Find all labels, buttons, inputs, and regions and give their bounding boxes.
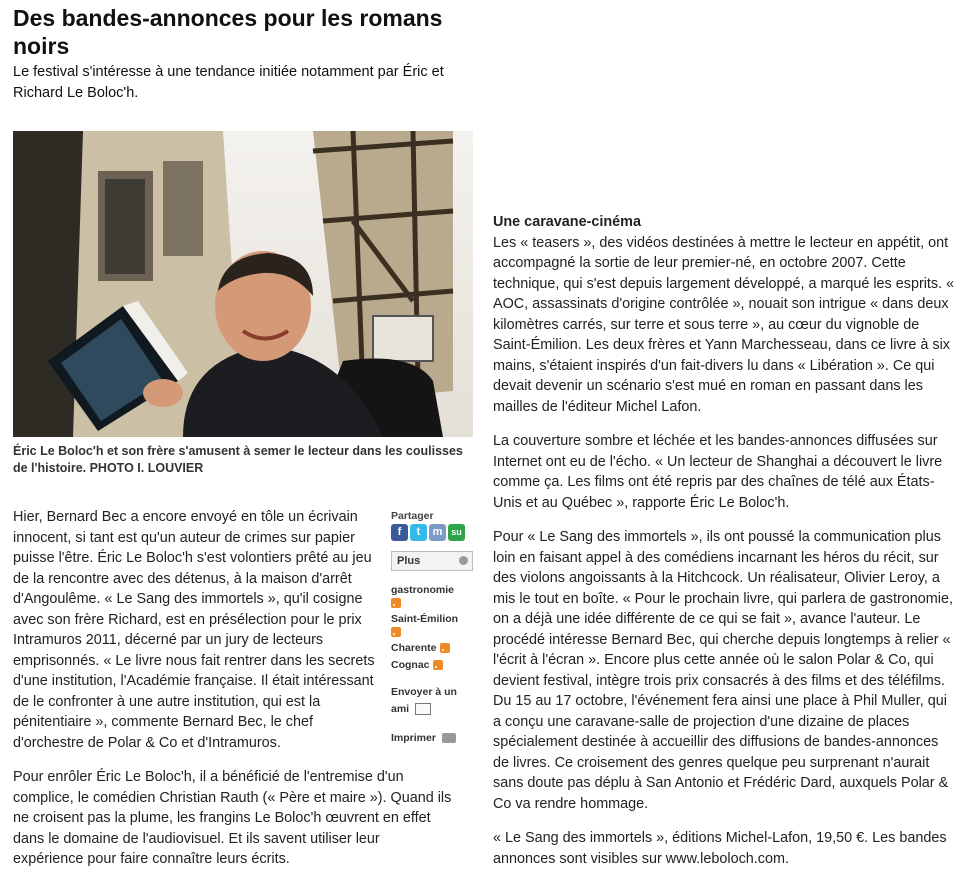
tag-gastronomie[interactable]: [391, 583, 473, 609]
right-paragraph-3: Pour « Le Sang des immortels », ils ont poussé la communication plus loin en faisant appel à des comédiens incarnant les héros du récit, sur des violons angoissants à la Hitchcock. Un réalisateur, Olivier Leroy, a mis le tout en boîte. « Pour le prochain livre, qui parlera de gastronomie, on a déjà une idée différente de ce qui se fait », avance l'auteur. Le procédé intéresse Bernard Bec, qui cherche depuis longtemps à relier « l'écrit à l'écran ». Encore plus cette année où le salon Polar & Co, qui devient festival, intègre trois prix consacrés à des films et des téléfilms. Du 15 au 17 octobre, l'événement fera ainsi une place à Phil Muller, qui a conçu une caravane-salle de projection d'une dizaine de places spécialement destinée à accueillir des diffusions de bandes-annonces de livres. Ce croisement des genres quelque peu surprenant n'aurait sans doute pas déplu à San Antonio et Frédéric Dard, auxquels Polar & Co va rendre hommage.: [493, 529, 953, 812]
tag-saint-emilion[interactable]: [391, 612, 473, 638]
myspace-icon[interactable]: m: [429, 524, 446, 541]
photo-caption: Éric Le Boloc'h et son frère s'amusent à semer le lecteur dans les coulisses de l'histoire. PHOTO I. LOUVIER: [13, 444, 463, 475]
email-friend-link[interactable]: [391, 684, 473, 718]
plus-label: Plus: [397, 555, 421, 567]
rss-icon[interactable]: [391, 598, 401, 608]
article-photo: [13, 131, 473, 437]
right-paragraph-2: La couverture sombre et léchée et les bandes-annonces diffusées sur Internet ont eu de l'écho. « Un lecteur de Shanghai a découvert le livre comme ça. Les films ont été repris par des chaînes de télé aux États-Unis et au Québec », rapporte Éric Le Boloc'h.: [493, 433, 943, 511]
right-paragraph-1: Les « teasers », des vidéos destinées à mettre le lecteur en appétit, ont accompagné la sortie de leur premier-né, en octobre 2007. Cette technique, qui s'est depuis largement développé, a marqué les esprits. « AOC, assassinats d'origine contrôlée », nouait son intrigue « dans deux kilomètres carrés, sur terre et sous terre », au cœur du vignoble de Saint-Émilion. Les deux frères et Yann Marchesseau, dans ce livre à six mains, s'étaient inspirés d'un fait-divers lu dans « Libération ». Ce qui devait devenir un scénario s'est mué en roman en passant dans les mailles de l'éditeur Michel Lafon.: [493, 234, 955, 415]
twitter-icon[interactable]: t: [410, 524, 427, 541]
rss-icon[interactable]: [440, 643, 450, 653]
tag-label: gastronomie: [391, 584, 455, 596]
tag-cognac[interactable]: [391, 658, 473, 672]
stumbleupon-icon[interactable]: su: [448, 524, 465, 541]
print-label: Imprimer: [391, 732, 436, 744]
social-icons: [391, 524, 473, 541]
plus-icon: [459, 556, 468, 565]
right-paragraph-4: « Le Sang des immortels », éditions Michel-Lafon, 19,50 €. Les bandes annonces sont visibles sur www.leboloch.com.: [493, 830, 947, 867]
article-subhead: Le festival s'intéresse à une tendance initiée notamment par Éric et Richard Le Boloc'h.: [13, 64, 444, 101]
share-sidebar: [391, 510, 473, 747]
envelope-icon: [415, 703, 431, 715]
left-paragraph-1: Hier, Bernard Bec a encore envoyé en tôle un écrivain innocent, si tant est qu'un auteur de crimes sur papier puisse l'être. Éric Le Boloc'h s'est volontiers prêté au jeu de la rencontre avec des détenus, à la maison d'arrêt d'Angoulême. « Le Sang des immortels », qu'il cosigne avec son frère Richard, est en présélection pour le prix Intramuros 2011, décerné par un jury de lecteurs emprisonnés. « Le livre nous fait rentrer dans les secrets d'une institution, l'Académie française. Il était intéressant de le confronter à une autre institution, qui est la pénitentiaire », commente Bernard Bec, le chef d'orchestre de Polar & Co et d'Intramuros.: [13, 509, 375, 751]
printer-icon: [442, 733, 456, 743]
rss-icon[interactable]: [391, 627, 401, 637]
right-column: [493, 212, 955, 883]
email-friend-label: Envoyer à un ami: [391, 686, 457, 715]
print-link[interactable]: [391, 730, 473, 747]
plus-dropdown[interactable]: [391, 551, 473, 571]
tag-label: Saint-Émilion: [391, 613, 459, 625]
share-label: Partager: [391, 510, 434, 522]
article-headline: Des bandes-annonces pour les romans noirs: [13, 5, 443, 59]
tag-label: Cognac: [391, 659, 430, 671]
tag-charente[interactable]: [391, 641, 473, 655]
rss-icon[interactable]: [433, 660, 443, 670]
photo-illustration: [13, 131, 473, 437]
tag-label: Charente: [391, 642, 437, 654]
left-paragraph-2: Pour enrôler Éric Le Boloc'h, il a bénéficié de l'entremise d'un complice, le comédien Christian Rauth (« Père et maire »). Quand ils ne croisent pas la plume, les frangins Le Boloc'h œuvrent en effet dans le domaine de l'audiovisuel. Et ils savent utiliser leur expérience pour faire connaître leurs écrits.: [13, 769, 452, 867]
facebook-icon[interactable]: f: [391, 524, 408, 541]
section-title: Une caravane-cinéma: [493, 214, 641, 230]
